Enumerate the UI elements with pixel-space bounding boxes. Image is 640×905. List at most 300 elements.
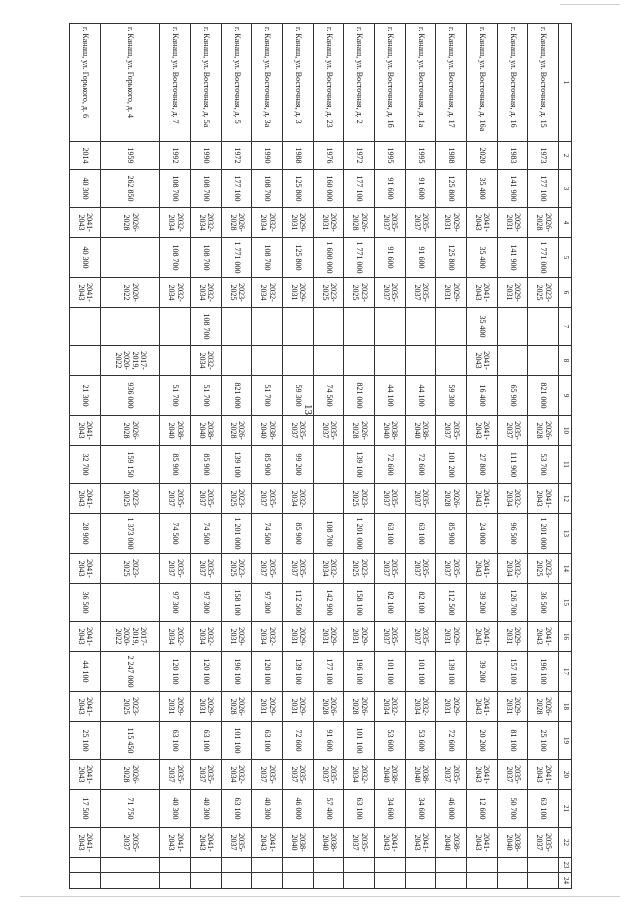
column-number-cell: 17 [559, 652, 572, 692]
table-cell: 2026-2028 [221, 416, 252, 446]
table-cell: 139 100 [436, 652, 467, 692]
table-cell: 85 900 [191, 446, 222, 484]
column-number-cell: 15 [559, 584, 572, 622]
table-cell: 2029-2031 [497, 622, 528, 652]
table-cell [283, 308, 314, 346]
table-cell: 2038-2040 [191, 416, 222, 446]
table-cell: 1972 [221, 142, 252, 170]
table-cell [100, 308, 160, 346]
table-cell [405, 308, 436, 346]
scan-artifact-line [560, 4, 620, 5]
table-cell: 74 500 [252, 514, 283, 554]
table-cell: 2038-2040 [497, 828, 528, 858]
table-cell: 2041-2043 [467, 622, 498, 652]
table-cell: 2023-2025 [100, 484, 160, 514]
table-cell: 2041-2043 [160, 828, 191, 858]
table-cell: 2032-2034 [191, 622, 222, 652]
table-cell: 2020-2022 [100, 278, 160, 308]
table-cell: 44 100 [375, 376, 406, 416]
table-cell: 2026-2028 [528, 692, 559, 722]
table-row [313, 24, 344, 889]
table-cell: 2026-2028 [100, 416, 160, 446]
table-cell: 139 100 [344, 446, 375, 484]
column-number-cell: 23 [559, 858, 572, 873]
table-cell: 108 700 [191, 308, 222, 346]
table-cell: 35 400 [467, 308, 498, 346]
table-cell: 85 900 [252, 446, 283, 484]
table-cell [528, 873, 559, 889]
table-row [436, 24, 467, 889]
table-cell: 28 900 [70, 514, 101, 554]
table-cell: 51 700 [252, 376, 283, 416]
table-cell: 2041-2043 [467, 278, 498, 308]
address-cell: г. Канаш, ул. Восточная, д. 1б [375, 24, 406, 142]
table-cell: 2 247 000 [100, 652, 160, 692]
column-number-cell: 1 [559, 24, 572, 142]
table-cell: 2035-2037 [221, 828, 252, 858]
table-cell: 2035-2037 [436, 554, 467, 584]
table-cell [100, 584, 160, 622]
table-cell: 1988 [436, 142, 467, 170]
table-cell: 72 600 [283, 722, 314, 760]
table-cell: 196 100 [528, 652, 559, 692]
table-cell [436, 346, 467, 376]
table-cell: 74 500 [191, 514, 222, 554]
table-cell: 2023-2025 [344, 484, 375, 514]
table-cell: 2041-2043 [70, 554, 101, 584]
table-cell: 2041-2043 [191, 828, 222, 858]
table-cell: 40 300 [191, 790, 222, 828]
table-cell: 2017-2019, 2020-2022 [100, 346, 160, 376]
column-number-cell: 14 [559, 554, 572, 584]
address-cell: г. Канаш, ул. Восточная, д. 16 [497, 24, 528, 142]
table-cell: 821 000 [344, 376, 375, 416]
table-cell: 2041-2043 [467, 692, 498, 722]
table-cell: 72 600 [436, 722, 467, 760]
table-cell: 108 700 [252, 170, 283, 208]
table-cell: 2026-2028 [344, 692, 375, 722]
table-cell: 112 500 [283, 584, 314, 622]
table-cell [436, 308, 467, 346]
column-number-cell: 19 [559, 722, 572, 760]
table-cell: 27 800 [467, 446, 498, 484]
table-cell: 2041-2043 [467, 554, 498, 584]
table-cell: 1 201 000 [344, 514, 375, 554]
table-cell: 2035-2037 [313, 416, 344, 446]
table-cell [528, 858, 559, 873]
table-cell: 2041-2043 [70, 416, 101, 446]
table-cell: 2038-2040 [160, 416, 191, 446]
table-cell: 2032-2034 [252, 278, 283, 308]
table-cell [191, 873, 222, 889]
table-cell: 2029-2031 [283, 278, 314, 308]
table-cell: 40 300 [160, 790, 191, 828]
table-cell: 44 100 [70, 652, 101, 692]
table-cell: 177 100 [313, 652, 344, 692]
table-cell: 2026-2028 [100, 208, 160, 238]
table-cell: 108 700 [252, 238, 283, 278]
table-cell: 108 700 [191, 170, 222, 208]
table-cell: 125 800 [436, 170, 467, 208]
table-cell [160, 346, 191, 376]
table-cell: 2029-2031 [160, 692, 191, 722]
table-cell: 2032-2034 [252, 208, 283, 238]
table-cell [528, 346, 559, 376]
table-cell: 2035-2037 [191, 484, 222, 514]
table-row [100, 24, 160, 889]
table-cell: 2026-2028 [221, 692, 252, 722]
table-cell: 1976 [313, 142, 344, 170]
table-cell: 2035-2037 [375, 622, 406, 652]
table-cell: 2035-2037 [436, 416, 467, 446]
table-cell: 82 100 [375, 584, 406, 622]
table-cell: 1972 [344, 142, 375, 170]
table-cell: 2041-2043 [467, 760, 498, 790]
table-cell [252, 308, 283, 346]
table-cell: 25 100 [528, 722, 559, 760]
table-cell: 21 300 [70, 376, 101, 416]
table-cell: 35 400 [467, 238, 498, 278]
table-cell: 2029-2031 [436, 208, 467, 238]
table-cell: 158 100 [344, 584, 375, 622]
table-row [191, 24, 222, 889]
table-cell: 1 600 000 [313, 238, 344, 278]
table-cell [70, 858, 101, 873]
table-cell [221, 346, 252, 376]
table-cell: 821 000 [221, 376, 252, 416]
table-cell [497, 873, 528, 889]
table-cell: 108 700 [191, 238, 222, 278]
table-cell: 63 100 [252, 722, 283, 760]
table-cell: 1990 [191, 142, 222, 170]
table-cell: 2032-2034 [375, 692, 406, 722]
table-cell: 2038-2040 [313, 828, 344, 858]
table-cell: 2032-2034 [344, 760, 375, 790]
table-cell: 51 700 [160, 376, 191, 416]
table-cell: 2035-2037 [160, 484, 191, 514]
address-cell: г. Канаш, ул. Горького, д. 4 [100, 24, 160, 142]
table-cell: 97 300 [252, 584, 283, 622]
table-cell: 39 200 [467, 652, 498, 692]
table-cell: 91 600 [405, 170, 436, 208]
table-cell: 2023-2025 [221, 278, 252, 308]
address-cell: г. Канаш, ул. Восточная, д. 1а [405, 24, 436, 142]
table-cell [344, 308, 375, 346]
table-cell: 2035-2037 [344, 828, 375, 858]
table-cell [100, 238, 160, 278]
table-cell: 2023-2025 [528, 278, 559, 308]
table-cell: 2041-2043 [70, 760, 101, 790]
table-cell: 2041-2043 [375, 828, 406, 858]
table-cell: 2029-2031 [283, 692, 314, 722]
column-number-cell: 10 [559, 416, 572, 446]
table-cell: 101 100 [344, 722, 375, 760]
table-cell: 2026-2028 [100, 760, 160, 790]
table-cell: 2041-2043 [70, 484, 101, 514]
table-cell: 71 750 [100, 790, 160, 828]
table-cell [497, 346, 528, 376]
table-cell: 2029-2031 [283, 208, 314, 238]
table-cell: 262 850 [100, 170, 160, 208]
table-cell: 101 100 [375, 652, 406, 692]
table-cell: 2035-2037 [497, 416, 528, 446]
table-cell: 2023-2025 [344, 554, 375, 584]
table-cell: 120 100 [160, 652, 191, 692]
table-cell [100, 858, 160, 873]
table-cell: 2041-2043 [528, 622, 559, 652]
table-cell: 125 800 [436, 238, 467, 278]
table-cell: 2029-2031 [497, 692, 528, 722]
table-cell: 91 600 [375, 238, 406, 278]
table-cell: 65 900 [497, 376, 528, 416]
table-cell: 936 000 [100, 376, 160, 416]
address-cell: г. Канаш, ул. Горького, д. 6 [70, 24, 101, 142]
table-cell: 2041-2043 [467, 416, 498, 446]
table-cell: 2041-2043 [467, 484, 498, 514]
table-cell: 63 100 [191, 722, 222, 760]
table-row [528, 24, 559, 889]
table-cell [313, 484, 344, 514]
table-cell: 63 100 [344, 790, 375, 828]
table-cell: 2035-2037 [100, 828, 160, 858]
table-cell: 2041-2043 [70, 828, 101, 858]
table-cell: 1992 [160, 142, 191, 170]
table-cell: 44 100 [405, 376, 436, 416]
table-cell: 108 700 [160, 238, 191, 278]
rotated-table-wrapper [69, 23, 572, 884]
table-cell [375, 308, 406, 346]
table-cell: 40 300 [70, 170, 101, 208]
column-number-cell: 4 [559, 208, 572, 238]
table-cell [436, 858, 467, 873]
table-cell: 101 100 [221, 722, 252, 760]
table-cell: 2026-2028 [344, 416, 375, 446]
table-cell: 2017-2019, 2020-2022 [100, 622, 160, 652]
table-cell: 1983 [497, 142, 528, 170]
column-number-row [559, 24, 572, 889]
table-cell: 157 100 [497, 652, 528, 692]
table-cell: 2023-2025 [221, 554, 252, 584]
table-cell: 112 500 [436, 584, 467, 622]
table-cell [252, 873, 283, 889]
table-cell: 2029-2031 [221, 622, 252, 652]
table-row [160, 24, 191, 889]
address-cell: г. Канаш, ул. Восточная, д. 2 [344, 24, 375, 142]
table-cell: 2041-2043 [467, 208, 498, 238]
table-cell: 25 100 [70, 722, 101, 760]
table-cell: 2041-2043 [528, 484, 559, 514]
capital-repair-schedule-table [69, 23, 572, 889]
table-cell: 63 100 [528, 790, 559, 828]
table-cell: 50 700 [497, 790, 528, 828]
table-cell [252, 858, 283, 873]
table-cell: 126 700 [497, 584, 528, 622]
table-cell: 2026-2028 [221, 208, 252, 238]
table-cell: 1973 [528, 142, 559, 170]
table-cell: 36 500 [528, 584, 559, 622]
table-cell: 2032-2034 [160, 208, 191, 238]
table-cell: 115 450 [100, 722, 160, 760]
column-number-cell: 16 [559, 622, 572, 652]
table-cell: 2038-2040 [405, 760, 436, 790]
table-cell: 2035-2037 [313, 760, 344, 790]
table-cell: 2023-2025 [344, 278, 375, 308]
table-cell: 2023-2025 [100, 692, 160, 722]
table-cell: 2035-2037 [405, 484, 436, 514]
table-cell: 141 900 [497, 238, 528, 278]
table-cell: 40 300 [70, 238, 101, 278]
column-number-cell: 22 [559, 828, 572, 858]
table-cell: 20 200 [467, 722, 498, 760]
table-cell: 2032-2034 [191, 278, 222, 308]
table-cell: 97 300 [160, 584, 191, 622]
table-cell: 72 600 [405, 446, 436, 484]
table-cell: 2035-2037 [375, 554, 406, 584]
table-cell [313, 858, 344, 873]
table-cell: 57 400 [313, 790, 344, 828]
table-cell: 108 700 [160, 170, 191, 208]
table-row [70, 24, 101, 889]
table-cell: 2041-2043 [528, 760, 559, 790]
table-cell: 85 900 [160, 446, 191, 484]
table-cell: 2032-2034 [191, 346, 222, 376]
table-cell: 74 500 [313, 376, 344, 416]
scan-artifact-line [20, 896, 620, 897]
table-cell [313, 308, 344, 346]
table-cell: 2032-2034 [160, 278, 191, 308]
table-cell [344, 858, 375, 873]
table-cell: 2038-2040 [375, 760, 406, 790]
table-cell: 2035-2037 [160, 554, 191, 584]
table-cell: 2029-2031 [191, 692, 222, 722]
table-cell: 2035-2037 [160, 760, 191, 790]
table-cell [528, 308, 559, 346]
table-cell: 2035-2037 [375, 208, 406, 238]
table-cell: 32 700 [70, 446, 101, 484]
table-cell: 2026-2028 [313, 692, 344, 722]
table-cell: 85 900 [283, 514, 314, 554]
table-cell [375, 873, 406, 889]
table-cell: 2035-2037 [375, 278, 406, 308]
table-cell: 2035-2037 [375, 484, 406, 514]
table-cell: 142 900 [313, 584, 344, 622]
table-cell: 2032-2034 [497, 554, 528, 584]
table-cell [467, 858, 498, 873]
table-cell [70, 873, 101, 889]
table-cell [405, 873, 436, 889]
column-number-cell: 9 [559, 376, 572, 416]
table-cell: 2038-2040 [436, 828, 467, 858]
column-number-cell: 8 [559, 346, 572, 376]
table-cell: 2023-2025 [221, 484, 252, 514]
table-cell: 120 100 [252, 652, 283, 692]
table-cell [344, 873, 375, 889]
table-cell: 2038-2040 [405, 416, 436, 446]
table-cell: 59 300 [283, 376, 314, 416]
table-cell [160, 873, 191, 889]
table-cell: 2041-2043 [405, 828, 436, 858]
table-cell: 2014 [70, 142, 101, 170]
address-cell: г. Канаш, ул. Восточная, д. 7 [160, 24, 191, 142]
table-cell: 1959 [100, 142, 160, 170]
table-cell: 821 000 [528, 376, 559, 416]
table-cell: 2041-2043 [70, 692, 101, 722]
table-cell: 24 000 [467, 514, 498, 554]
table-cell: 2035-2037 [497, 760, 528, 790]
table-cell: 2038-2040 [252, 416, 283, 446]
table-cell: 2035-2037 [283, 416, 314, 446]
table-cell [405, 858, 436, 873]
table-cell: 159 150 [100, 446, 160, 484]
table-cell: 2035-2037 [252, 484, 283, 514]
address-cell: г. Канаш, ул. Восточная, д. 16а [467, 24, 498, 142]
table-cell: 2029-2031 [436, 278, 467, 308]
table-cell [221, 873, 252, 889]
table-cell: 2032-2034 [160, 622, 191, 652]
table-cell: 51 700 [191, 376, 222, 416]
column-number-cell: 2 [559, 142, 572, 170]
column-number-cell: 3 [559, 170, 572, 208]
column-number-cell: 5 [559, 238, 572, 278]
table-row [283, 24, 314, 889]
table-cell [160, 308, 191, 346]
table-cell: 125 800 [283, 238, 314, 278]
table-cell: 36 500 [70, 584, 101, 622]
table-cell: 101 100 [405, 652, 436, 692]
table-cell: 2041-2043 [70, 278, 101, 308]
table-cell: 1 771 000 [221, 238, 252, 278]
table-cell [313, 446, 344, 484]
address-cell: г. Канаш, ул. Восточная, д. 5а [191, 24, 222, 142]
table-cell: 139 100 [283, 652, 314, 692]
table-cell: 177 100 [221, 170, 252, 208]
table-cell: 2032-2034 [283, 484, 314, 514]
address-cell: г. Канаш, ул. Восточная, д. 23 [313, 24, 344, 142]
table-cell: 96 500 [497, 514, 528, 554]
table-cell: 81 100 [497, 722, 528, 760]
table-cell: 120 100 [191, 652, 222, 692]
table-cell: 1988 [283, 142, 314, 170]
table-cell: 2020 [467, 142, 498, 170]
table-cell: 2041-2043 [467, 346, 498, 376]
table-cell: 111 900 [497, 446, 528, 484]
table-cell: 91 600 [313, 722, 344, 760]
address-cell: г. Канаш, ул. Восточная, д. 5 [221, 24, 252, 142]
address-cell: г. Канаш, ул. Восточная, д. 17 [436, 24, 467, 142]
table-cell: 2032-2034 [252, 622, 283, 652]
table-cell: 63 100 [160, 722, 191, 760]
table-cell [375, 858, 406, 873]
table-cell: 53 600 [405, 722, 436, 760]
column-number-cell: 13 [559, 514, 572, 554]
table-cell: 74 500 [160, 514, 191, 554]
table-cell: 108 700 [313, 514, 344, 554]
table-cell: 2041-2043 [70, 208, 101, 238]
table-cell: 2035-2037 [405, 208, 436, 238]
table-cell: 1995 [405, 142, 436, 170]
table-cell: 72 600 [375, 446, 406, 484]
table-cell: 2029-2031 [497, 278, 528, 308]
table-cell: 99 200 [283, 446, 314, 484]
table-cell: 17 500 [70, 790, 101, 828]
table-cell: 2035-2037 [405, 554, 436, 584]
table-cell: 1 201 000 [528, 514, 559, 554]
table-cell: 196 100 [221, 652, 252, 692]
table-cell [160, 858, 191, 873]
table-cell: 59 300 [436, 376, 467, 416]
table-cell: 2035-2037 [528, 828, 559, 858]
table-row [467, 24, 498, 889]
